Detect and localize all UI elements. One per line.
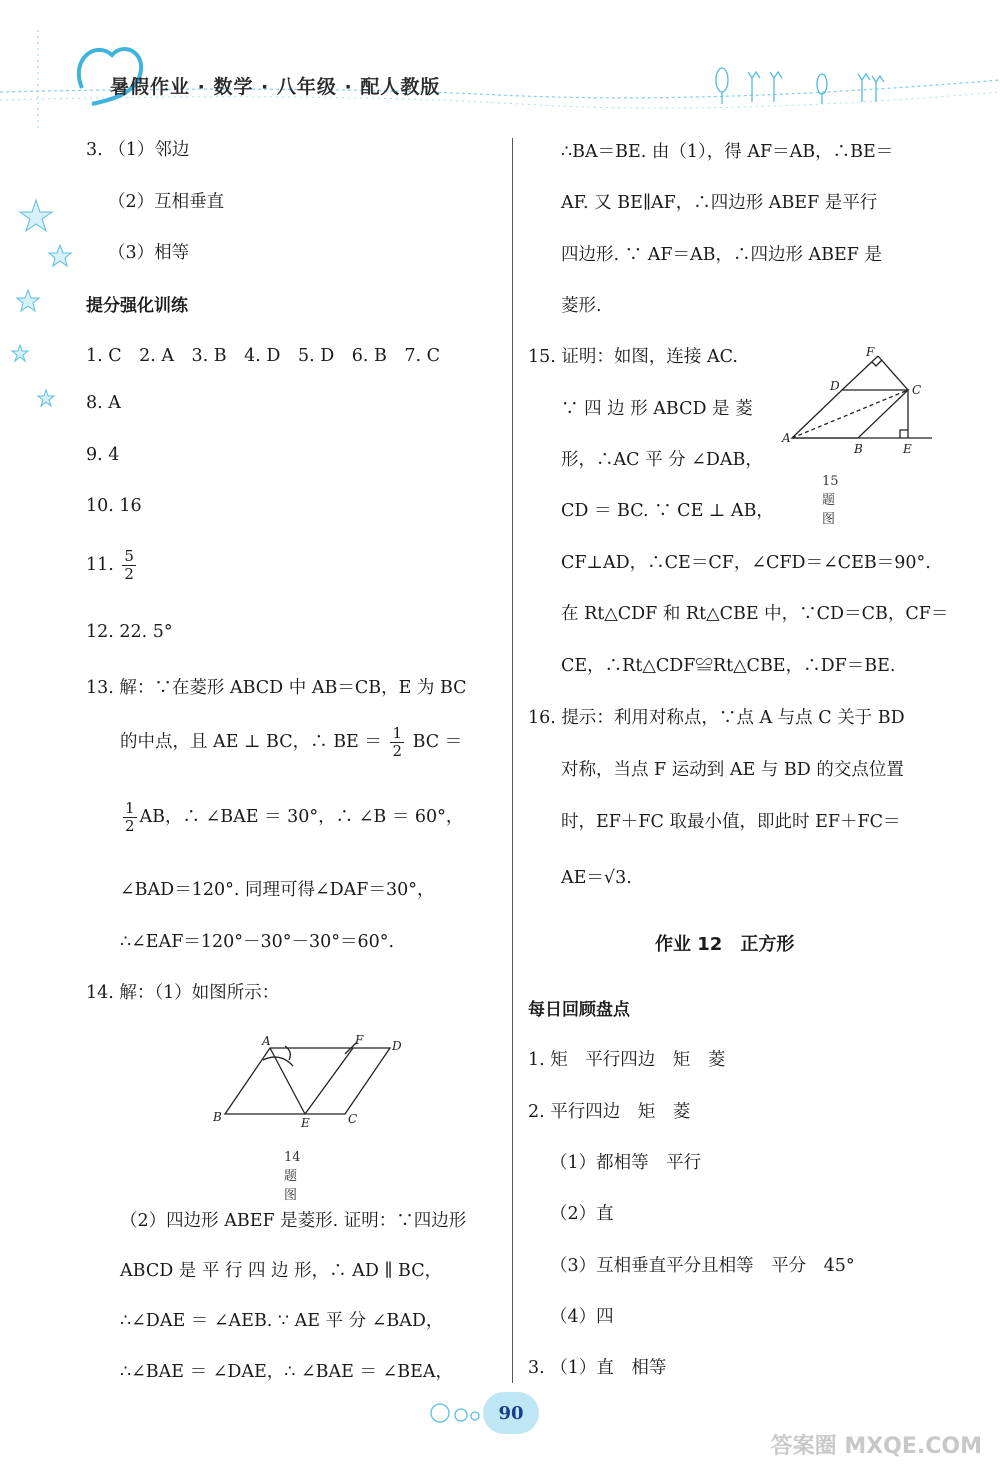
fraction-denominator: 2 [392,742,403,760]
answer-3-3: （3）相等 [108,243,190,263]
segment-cf [878,356,908,390]
column-divider [512,138,513,1383]
section-heading-2: 每日回顾盘点 [528,1000,630,1020]
label-d: D [392,1039,402,1053]
header-decoration [0,0,1000,130]
fraction-numerator: 1 [392,724,403,742]
figure-15 [780,342,940,462]
review-answer-2-2: （2）直 [550,1204,614,1224]
answer-15-line-1: 15. 证明：如图，连接 AC. [528,347,738,367]
arc-mark [263,1057,293,1066]
answer-14-line-3: ABCD 是 平 行 四 边 形，∴ AD ∥ BC， [120,1261,443,1281]
star-decoration [0,190,80,490]
segment-ef [305,1048,353,1114]
answer-15-line-4: CD ＝ BC. ∵ CE ⊥ AB， [561,501,774,521]
answer-10: 10. 16 [86,496,142,516]
fraction-numerator: 1 [125,799,135,817]
label-b: B [854,442,863,456]
answer-14-cont-4: 菱形. [561,296,602,316]
fraction-denominator: 2 [125,817,135,835]
header-title: 暑假作业 · 数学 · 八年级 · 配人教版 [110,76,441,98]
answer-8: 8. A [86,393,121,413]
fraction [390,725,404,760]
answer-15-line-6: 在 Rt△CDF 和 Rt△CBE 中，∵CD＝CB，CF＝ [561,604,949,624]
section-heading: 提分强化训练 [86,296,188,316]
label-c: C [348,1112,358,1126]
segment-ac [792,390,908,438]
text-span: 的中点，且 AE ⊥ BC，∴ BE ＝ [120,732,382,752]
review-answer-2-4: （4）四 [550,1307,614,1327]
label-c: C [912,383,922,397]
review-answer-2-3: （3）互相垂直平分且相等 平分 45° [550,1256,855,1276]
text-span: BC ＝ [412,732,463,752]
answers-1-7: 1. C 2. A 3. B 4. D 5. D 6. B 7. C [86,346,441,366]
label-f: F [355,1033,364,1047]
fraction [123,800,137,835]
answer-13-line-5: ∴∠EAF＝120°－30°－30°＝60°. [120,932,395,952]
answer-13-line-1: 13. 解：∵在菱形 ABCD 中 AB＝CB，E 为 BC [86,678,467,698]
figure-14-caption: 14 题图 [284,1150,301,1203]
answer-9: 9. 4 [86,445,120,465]
answer-15-line-2: ∵ 四 边 形 ABCD 是 菱 [561,399,753,419]
answer-3-1: 3. （1）邻边 [86,140,190,160]
answer-14-cont-1: ∴BA＝BE. 由（1），得 AF＝AB，∴BE＝ [561,142,894,162]
answer-14-cont-2: AF. 又 BE∥AF，∴四边形 ABEF 是平行 [561,193,878,213]
answer-13-line-2 [120,725,462,760]
answer-13-line-4: ∠BAD＝120°. 同理可得∠DAF＝30°， [120,880,435,900]
answer-11-label: 11. [86,555,114,575]
answer-16-line-4: AE＝√3. [561,868,632,888]
review-answer-3: 3. （1）直 相等 [528,1358,667,1378]
answer-14-line-2: （2）四边形 ABEF 是菱形. 证明：∵四边形 [120,1211,467,1231]
page-number: 90 [483,1392,539,1434]
page-header [0,0,1000,130]
page-number-decoration [425,1398,485,1428]
fraction [122,548,136,583]
label-e: E [301,1116,310,1130]
right-angle-mark [900,430,908,438]
figure-14 [205,1030,405,1130]
answer-16-line-3: 时，EF＋FC 取最小值，即此时 EF＋FC＝ [561,812,901,832]
answer-3-2: （2）互相垂直 [108,192,225,212]
answer-14-line-1: 14. 解：（1）如图所示： [86,983,280,1003]
line-ad-extended [842,356,878,390]
watermark: 答案圈 MXQE.COM [770,1434,982,1459]
label-a: A [262,1034,271,1048]
homework-title: 作业 12 正方形 [655,934,795,955]
answer-14-line-4: ∴∠DAE ＝ ∠AEB. ∵ AE 平 分 ∠BAD， [120,1311,444,1331]
segment-ae [270,1048,305,1114]
answer-11 [86,548,139,583]
text-span: AB，∴ ∠BAE ＝ 30°，∴ ∠B ＝ 60°， [139,807,464,827]
label-b: B [213,1110,222,1124]
answer-15-line-3: 形，∴AC 平 分 ∠DAB， [561,450,763,470]
label-d: D [830,379,840,393]
parallelogram-abcd [225,1048,390,1114]
answer-12: 12. 22. 5° [86,622,173,642]
figure-15-caption: 15 题图 [822,474,839,527]
fraction-numerator: 5 [124,547,134,565]
label-a: A [782,431,791,445]
label-f: F [866,345,875,359]
review-answer-2: 2. 平行四边 矩 菱 [528,1102,691,1122]
answer-16-line-1: 16. 提示：利用对称点，∵点 A 与点 C 关于 BD [528,708,905,728]
answer-15-line-5: CF⊥AD，∴CE＝CF，∠CFD＝∠CEB＝90°. [561,553,931,573]
review-answer-2-1: （1）都相等 平行 [550,1153,702,1173]
answer-13-line-3 [120,800,463,835]
label-e: E [903,442,912,456]
fraction-denominator: 2 [124,565,134,583]
answer-16-line-2: 对称，当点 F 运动到 AE 与 BD 的交点位置 [561,760,904,780]
answer-15-line-7: CE，∴Rt△CDF≌Rt△CBE，∴DF＝BE. [561,656,896,676]
answer-14-line-5: ∴∠BAE ＝ ∠DAE，∴ ∠BAE ＝ ∠BEA， [120,1362,453,1382]
answer-14-cont-3: 四边形. ∵ AF＝AB，∴四边形 ABEF 是 [561,245,883,265]
review-answer-1: 1. 矩 平行四边 矩 菱 [528,1050,726,1070]
